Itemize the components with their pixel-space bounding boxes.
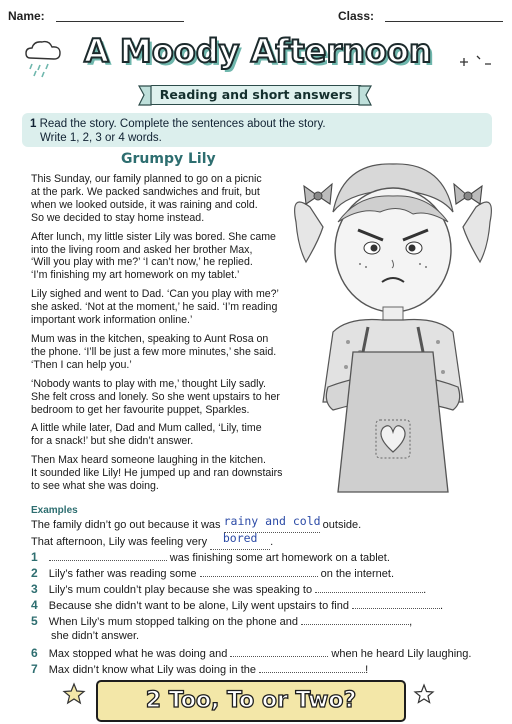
story-paragraph: A little while later, Dad and Mum called, ‘Lily, time for a snack!’ but she didn’t answer. bbox=[31, 422, 262, 448]
class-field[interactable] bbox=[385, 21, 503, 22]
question-6: 6 Max stopped what he was doing and when he heard Lily laughing. bbox=[31, 646, 472, 660]
star-icon bbox=[62, 682, 86, 706]
story-paragraph: Then Max heard someone laughing in the kitchen. It sounded like Lily! He jumped up and ran downstairs to see what she was doing. bbox=[31, 454, 283, 493]
answer-field-1[interactable] bbox=[49, 550, 167, 561]
example-1: The family didn’t go out because it was rainy and cold outside. bbox=[31, 514, 362, 531]
story-title: Grumpy Lily bbox=[121, 151, 216, 167]
grumpy-girl-illustration bbox=[288, 152, 498, 512]
name-label: Name: bbox=[8, 9, 45, 23]
subtitle-ribbon: Reading and short answers bbox=[150, 85, 362, 105]
class-label: Class: bbox=[338, 9, 375, 23]
name-field[interactable] bbox=[56, 21, 184, 22]
question-4: 4 Because she didn’t want to be alone, Lily went upstairs to find . bbox=[31, 598, 444, 612]
question-1: 1 was finishing some art homework on a tablet. bbox=[31, 550, 390, 564]
example-1-answer-field[interactable]: rainy and cold bbox=[224, 517, 320, 533]
ribbon-right-tail bbox=[358, 85, 372, 106]
question-2: 2 Lily’s father was reading some on the internet. bbox=[31, 566, 395, 580]
question-7: 7 Max didn’t know what Lily was doing in the ! bbox=[31, 662, 369, 676]
story-text bbox=[31, 173, 316, 493]
star-outline-icon bbox=[412, 682, 436, 706]
rain-cloud-icon bbox=[22, 38, 66, 80]
question-5-line2: she didn’t answer. bbox=[51, 630, 140, 642]
story-paragraph: Lily sighed and went to Dad. ‘Can you play with me?’ she asked. ‘Not at the moment,’ he said. ‘I’m reading important work information online.’ bbox=[31, 288, 279, 327]
example-2: That afternoon, Lily was feeling very bored . bbox=[31, 531, 274, 548]
answer-field-4[interactable] bbox=[352, 598, 440, 609]
instruction-number: 1 bbox=[30, 118, 37, 130]
story-paragraph: Mum was in the kitchen, speaking to Aunt Rosa on the phone. ‘I’ll be just a few more minutes,’ she said. ‘Then I can help you.’ bbox=[31, 332, 277, 371]
examples-title: Examples bbox=[31, 505, 78, 516]
section-2-banner: 2 Too, To or Two? bbox=[96, 680, 406, 722]
ribbon-left-tail bbox=[138, 85, 152, 106]
story-paragraph: This Sunday, our family planned to go on a picnic at the park. We packed sandwiches and fruit, but when we looked outside, it was raining and cold. So we decided to stay home instead. bbox=[31, 173, 262, 224]
sparkle-icon bbox=[455, 50, 495, 74]
answer-field-7[interactable] bbox=[259, 662, 365, 673]
story-paragraph: ‘Nobody wants to play with me,’ thought Lily sadly. She felt cross and lonely. So she went upstairs to her bedroom to get her favourite puppet, Sparkles. bbox=[31, 377, 280, 416]
story-paragraph: After lunch, my little sister Lily was bored. She came into the living room and asked her brother Max, ‘Will you play with me?’ ‘I can’t now,’ he replied. ‘I’m finishing my art homework on my tablet.’ bbox=[31, 230, 276, 282]
answer-field-6[interactable] bbox=[230, 646, 328, 657]
answer-field-3[interactable] bbox=[315, 582, 423, 593]
instruction-line2: Write 1, 2, 3 or 4 words. bbox=[40, 132, 162, 144]
question-3: 3 Lily’s mum couldn’t play because she was speaking to . bbox=[31, 582, 427, 596]
example-2-answer-field[interactable]: bored bbox=[210, 534, 270, 550]
page-title: A Moody Afternoon bbox=[84, 32, 432, 70]
instruction-box bbox=[22, 113, 492, 147]
answer-field-2[interactable] bbox=[200, 566, 318, 577]
answer-field-5[interactable] bbox=[301, 614, 409, 625]
instruction-line1: Read the story. Complete the sentences about the story. bbox=[39, 118, 326, 130]
question-5: 5 When Lily’s mum stopped talking on the phone and , bbox=[31, 614, 413, 628]
